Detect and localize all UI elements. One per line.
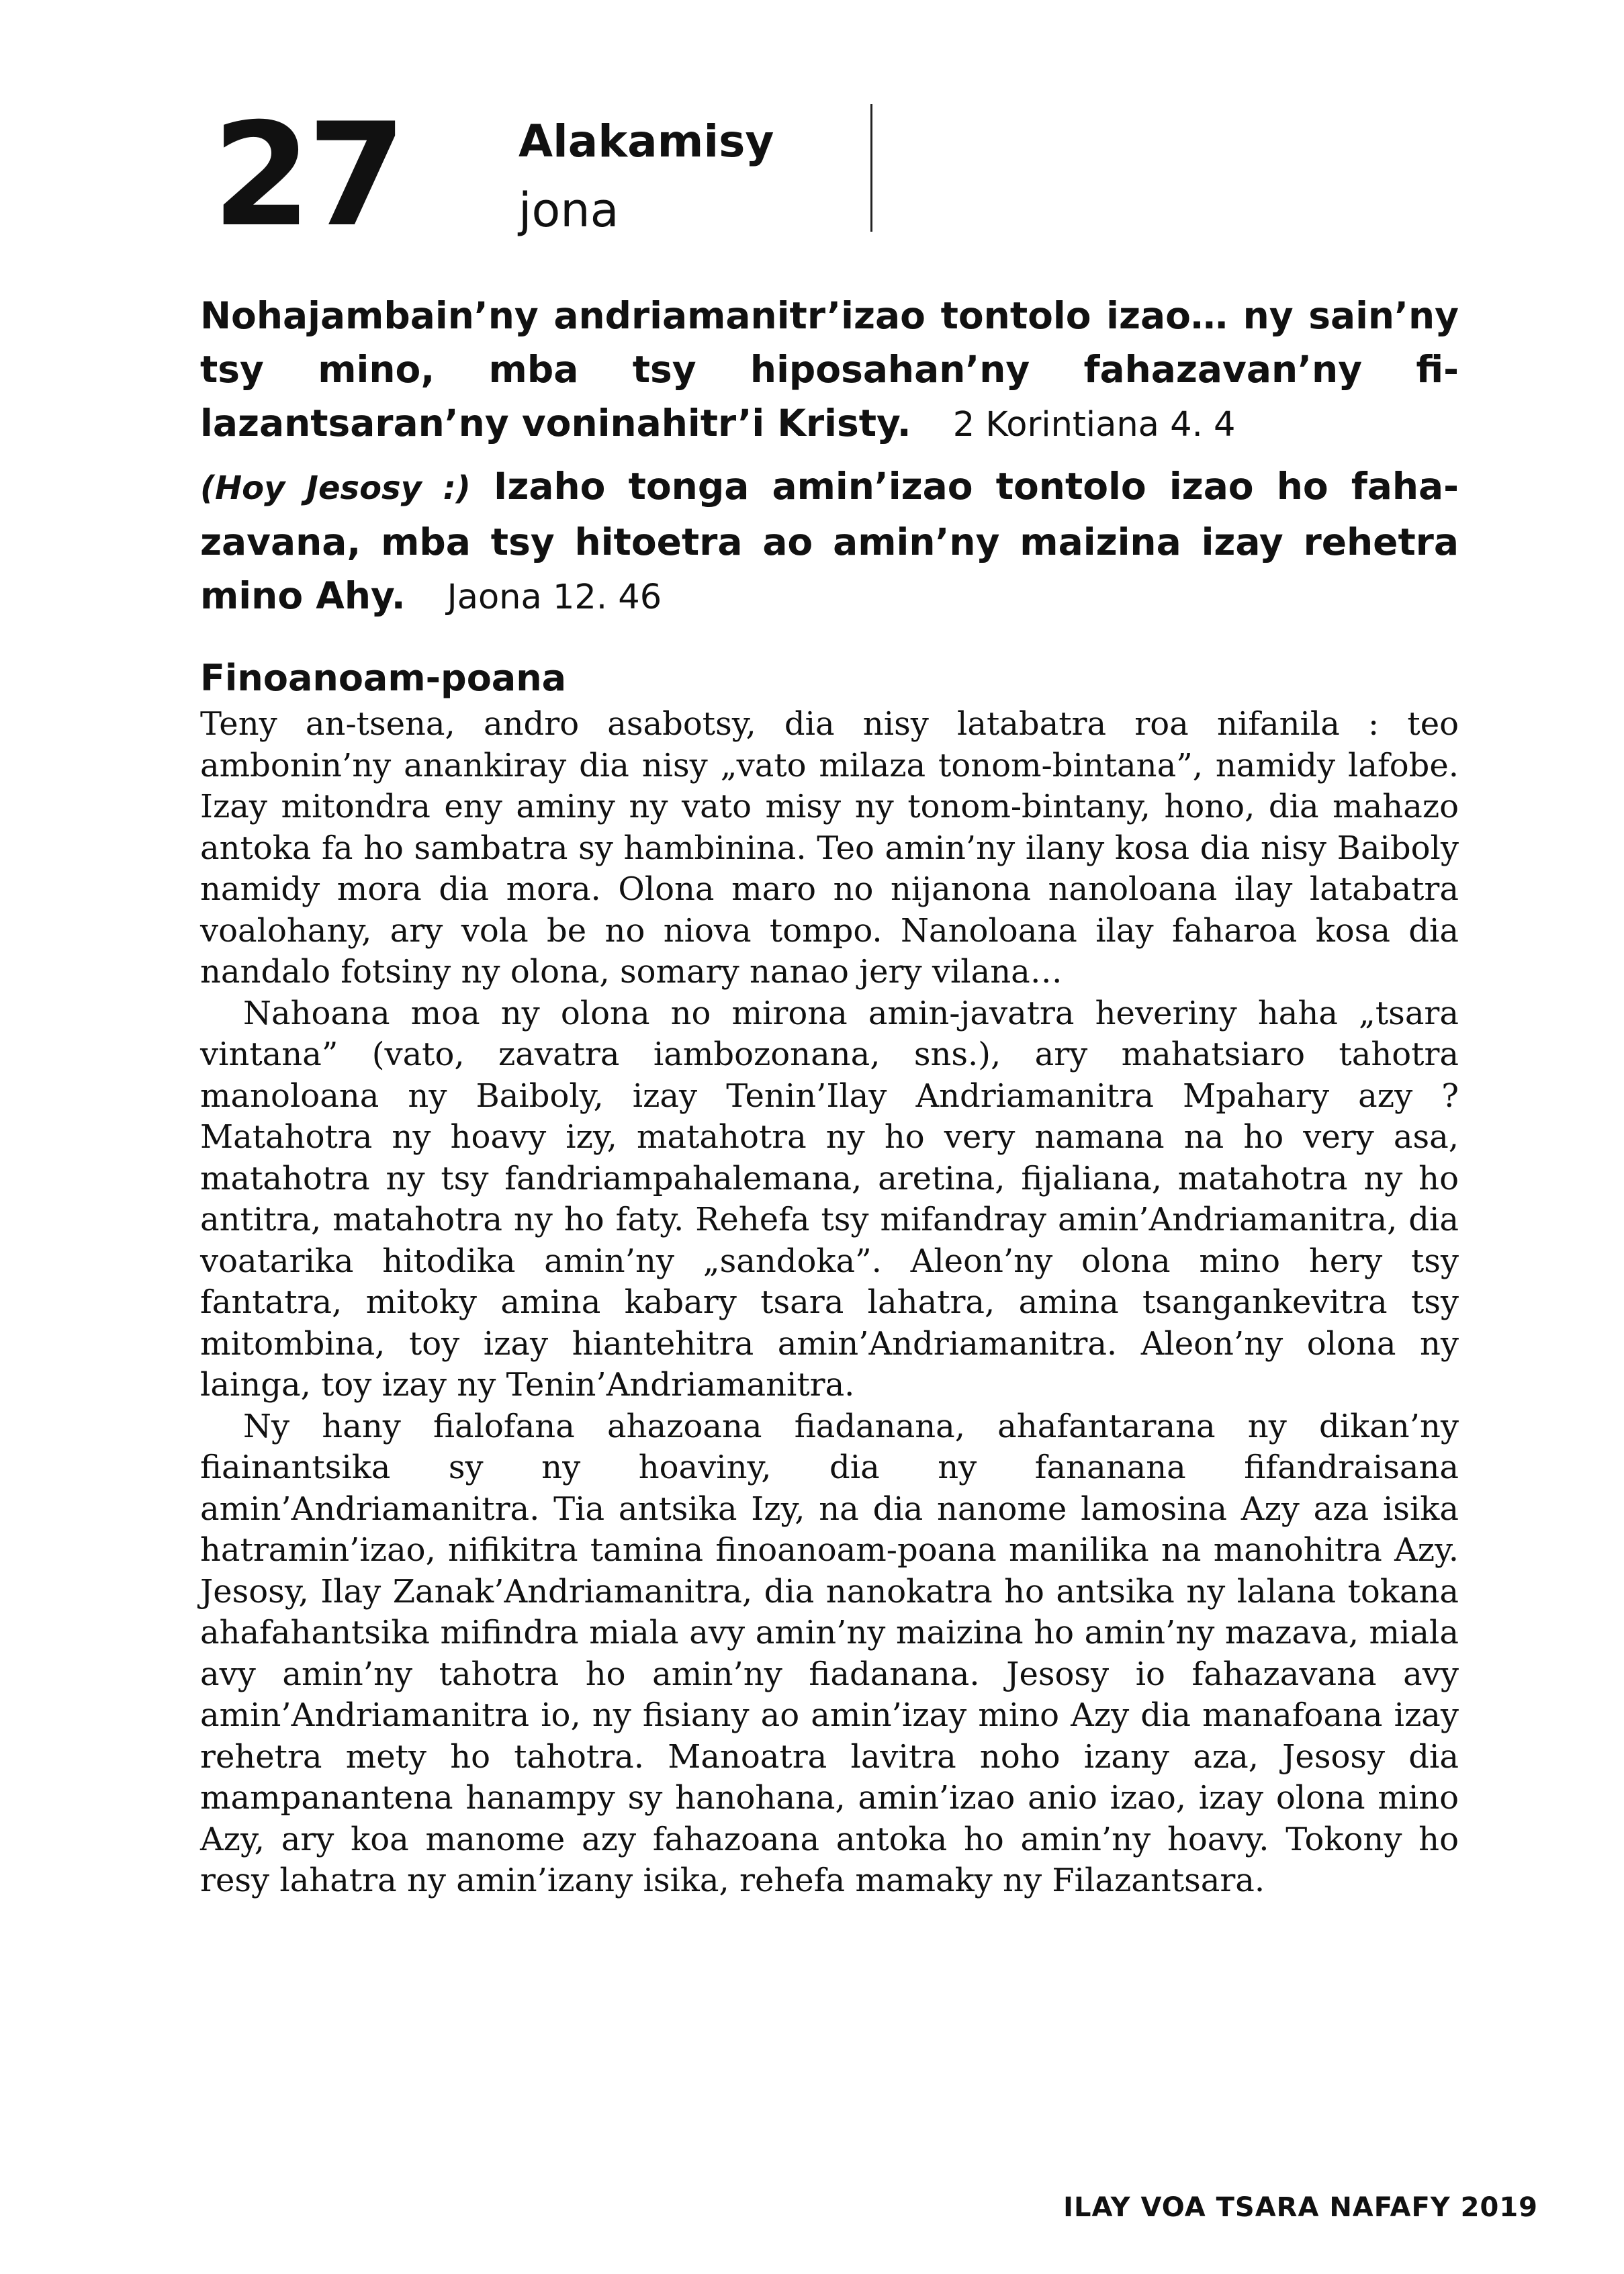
article-body xyxy=(200,704,1459,1902)
month-label: jona xyxy=(518,183,619,238)
publication-footer: ILAY VOA TSARA NAFAFY 2019 xyxy=(1063,2192,1538,2223)
verse-reference: Jaona 12. 46 xyxy=(447,578,662,617)
section-title: Finoanoam-poana xyxy=(200,657,567,699)
paragraph: Teny an-tsena, andro asabotsy, dia nisy latabatra roa nifanila : teo ambonin’ny anankiray dia nisy „vato milaza tonom-bintana”, namidy lafobe. Izay mitondra eny aminy ny vato misy ny tonom-bintany, hono, dia mahazo antoka fa ho sambatra sy hambinina. Teo amin’ny ilany kosa dia nisy Baiboly namidy mora dia mora. Olona maro no nijanona nanoloana ilay latabatra voalohany, ary vola be no niova tompo. Nanoloana ilay faharoa kosa dia nandalo fotsiny ny olona, somary nanao jery vilana… xyxy=(200,705,1459,991)
bible-verse-1 xyxy=(200,289,1459,452)
verse-text: Izaho tonga amin’izao tontolo izao ho fahazavana, mba tsy hitoetra ao amin’ny maizina izay rehetra mino Ahy. xyxy=(200,465,1459,617)
verse-reference: 2 Korintiana 4. 4 xyxy=(952,405,1236,445)
paragraph: Ny hany fialofana ahazoana fiadanana, ahafantarana ny dikan’ny fiainantsika sy ny hoaviny, dia ny fananana fifandraisana amin’Andriamanitra. Tia antsika Izy, na dia nanome lamosina Azy aza isika hatramin’izao, nifikitra tamina finoanoam-poana manilika na manohitra Azy. Jesosy, Ilay Zanak’Andriamanitra, dia nanokatra ho antsika ny lalana tokana ahafahantsika mifindra miala avy amin’ny maizina ho amin’ny mazava, miala avy amin’ny tahotra ho amin’ny fiadanana. Jesosy io fahazavana avy amin’Andriamanitra io, ny fisiany ao amin’izay mino Azy dia manafoana izay rehetra mety ho tahotra. Manoatra lavitra noho izany aza, Jesosy dia mampanantena hanampy sy hanohana, amin’izao anio izao, izay olona mino Azy, ary koa manome azy fahazoana antoka ho amin’ny hoavy. Tokony ho resy lahatra ny amin’izany isika, rehefa mamaky ny Filazantsara. xyxy=(200,1407,1459,1899)
date-header xyxy=(212,92,884,258)
verse-prefix: (Hoy Jesosy :) xyxy=(200,469,471,507)
day-number: 27 xyxy=(212,92,403,258)
bible-verse-2 xyxy=(200,459,1459,625)
paragraph: Nahoana moa ny olona no mirona amin-javatra heveriny haha „tsara vintana” (vato, zavatra iambozonana, sns.), ary mahatsiaro tahotra manoloana ny Baiboly, izay Tenin’Ilay Andriamanitra Mpahary azy ? Matahotra ny hoavy izy, matahotra ny ho very namana na ho very asa, matahotra ny tsy fandriampahalemana, aretina, fijaliana, matahotra ny ho antitra, matahotra ny ho faty. Rehefa tsy mifandray amin’Andriamanitra, dia voatarika hitodika amin’ny „sandoka”. Aleon’ny olona mino hery tsy fantatra, mitoky amina kabary tsara lahatra, amina tsangankevitra tsy mitombina, toy izay hiantehitra amin’Andriamanitra. Aleon’ny olona ny lainga, toy izay ny Tenin’Andriamanitra. xyxy=(200,994,1459,1404)
weekday-label: Alakamisy xyxy=(518,116,774,167)
verse-text: Nohajambain’ny andriamanitr’izao tontolo izao… ny sain’ny tsy mino, mba tsy hiposahan’ny fahazavan’ny filazantsaran’ny voninahitr’i Kristy. xyxy=(200,294,1459,445)
header-divider xyxy=(870,104,872,232)
